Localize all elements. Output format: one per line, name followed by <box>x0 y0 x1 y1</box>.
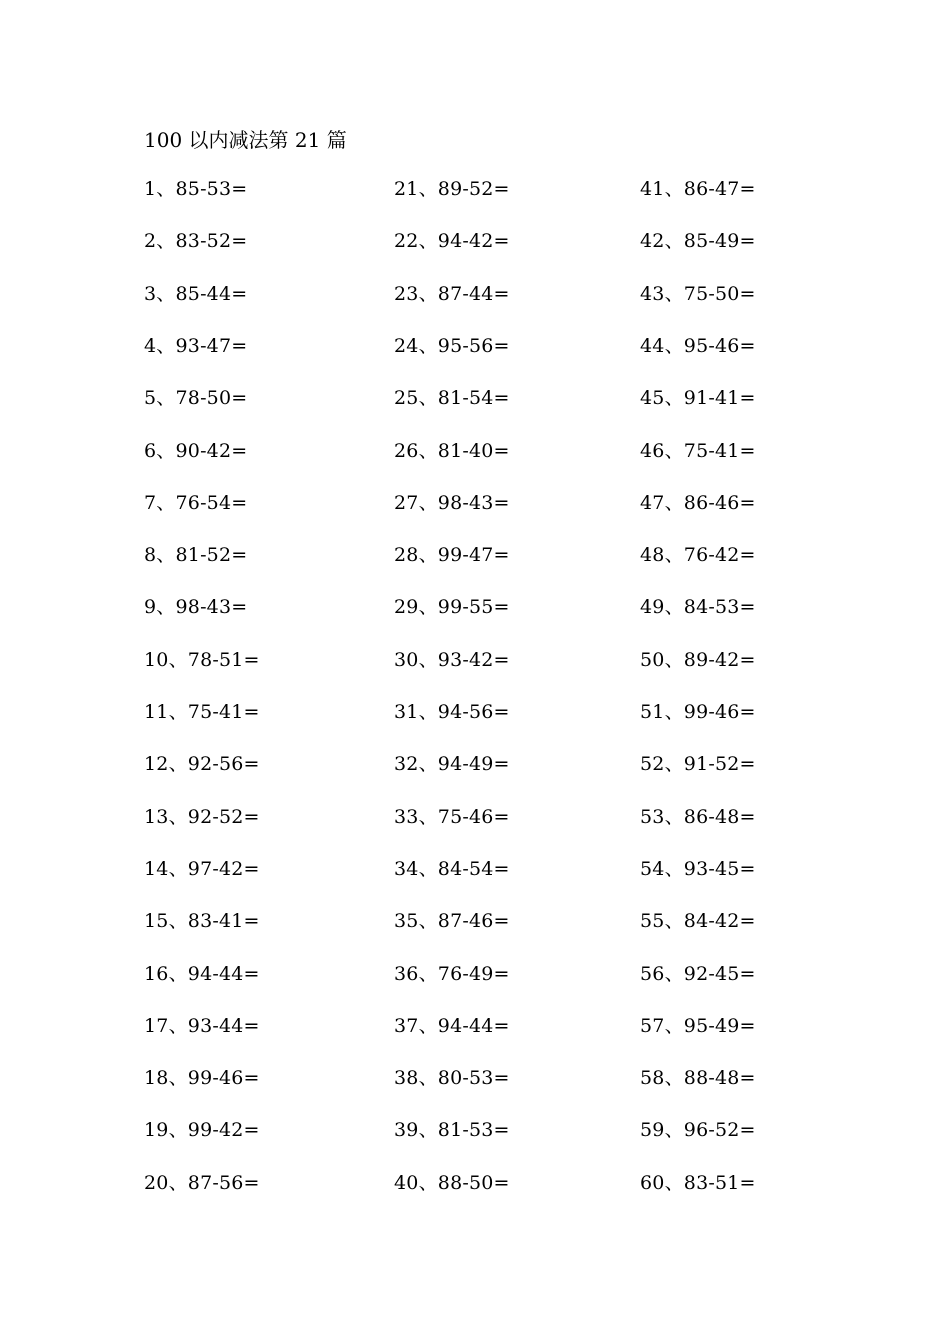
problem-item: 33、75-46= <box>394 805 510 828</box>
problem-item: 38、80-53= <box>394 1067 510 1090</box>
problem-item: 36、76-49= <box>394 962 510 985</box>
problem-item: 59、96-52= <box>640 1119 756 1142</box>
problem-item: 51、99-46= <box>640 701 756 723</box>
problem-item: 4、93-47= <box>144 334 248 357</box>
problem-item: 15、83-41= <box>144 910 260 933</box>
problem-item: 28、99-47= <box>394 544 510 567</box>
problem-item: 54、93-45= <box>640 857 756 880</box>
problem-item: 12、92-56= <box>144 753 260 776</box>
problem-item: 6、90-42= <box>144 439 248 462</box>
problem-item: 37、94-44= <box>394 1014 510 1037</box>
problem-item: 58、88-48= <box>640 1067 756 1090</box>
problem-item: 10、78-51= <box>144 648 260 671</box>
problem-item: 32、94-49= <box>394 753 510 776</box>
problem-item: 49、84-53= <box>640 596 756 619</box>
problem-item: 14、97-42= <box>144 857 260 880</box>
problem-item: 42、85-49= <box>640 230 756 253</box>
problem-item: 50、89-42= <box>640 648 756 671</box>
problem-item: 19、99-42= <box>144 1119 260 1142</box>
problem-item: 11、75-41= <box>144 701 260 723</box>
problem-item: 21、89-52= <box>394 178 510 200</box>
problem-item: 5、78-50= <box>144 387 248 410</box>
problem-item: 57、95-49= <box>640 1014 756 1037</box>
problem-item: 56、92-45= <box>640 962 756 985</box>
problem-item: 52、91-52= <box>640 753 756 776</box>
problem-item: 26、81-40= <box>394 439 510 462</box>
problem-item: 43、75-50= <box>640 282 756 305</box>
problem-item: 2、83-52= <box>144 230 248 253</box>
problem-item: 23、87-44= <box>394 282 510 305</box>
problem-item: 1、85-53= <box>144 178 248 200</box>
problem-item: 30、93-42= <box>394 648 510 671</box>
problem-item: 41、86-47= <box>640 178 756 200</box>
problem-item: 29、99-55= <box>394 596 510 619</box>
problem-item: 53、86-48= <box>640 805 756 828</box>
problem-item: 8、81-52= <box>144 544 248 567</box>
problem-item: 47、86-46= <box>640 491 756 514</box>
problem-item: 24、95-56= <box>394 334 510 357</box>
problem-item: 27、98-43= <box>394 491 510 514</box>
problem-item: 22、94-42= <box>394 230 510 253</box>
page-title: 100 以内减法第 21 篇 <box>144 128 347 152</box>
problem-item: 13、92-52= <box>144 805 260 828</box>
problem-item: 39、81-53= <box>394 1119 510 1142</box>
problem-item: 46、75-41= <box>640 439 756 462</box>
problem-item: 45、91-41= <box>640 387 756 410</box>
problem-item: 20、87-56= <box>144 1171 260 1194</box>
problem-item: 31、94-56= <box>394 701 510 723</box>
problem-item: 48、76-42= <box>640 544 756 567</box>
problem-item: 44、95-46= <box>640 334 756 357</box>
problem-item: 17、93-44= <box>144 1014 260 1037</box>
problem-item: 25、81-54= <box>394 387 510 410</box>
problem-item: 60、83-51= <box>640 1171 756 1194</box>
problem-item: 40、88-50= <box>394 1171 510 1194</box>
problem-item: 34、84-54= <box>394 857 510 880</box>
problem-item: 35、87-46= <box>394 910 510 933</box>
problem-item: 55、84-42= <box>640 910 756 933</box>
problem-item: 18、99-46= <box>144 1067 260 1090</box>
problem-item: 3、85-44= <box>144 282 248 305</box>
problem-item: 9、98-43= <box>144 596 248 619</box>
problem-item: 16、94-44= <box>144 962 260 985</box>
problem-item: 7、76-54= <box>144 491 248 514</box>
